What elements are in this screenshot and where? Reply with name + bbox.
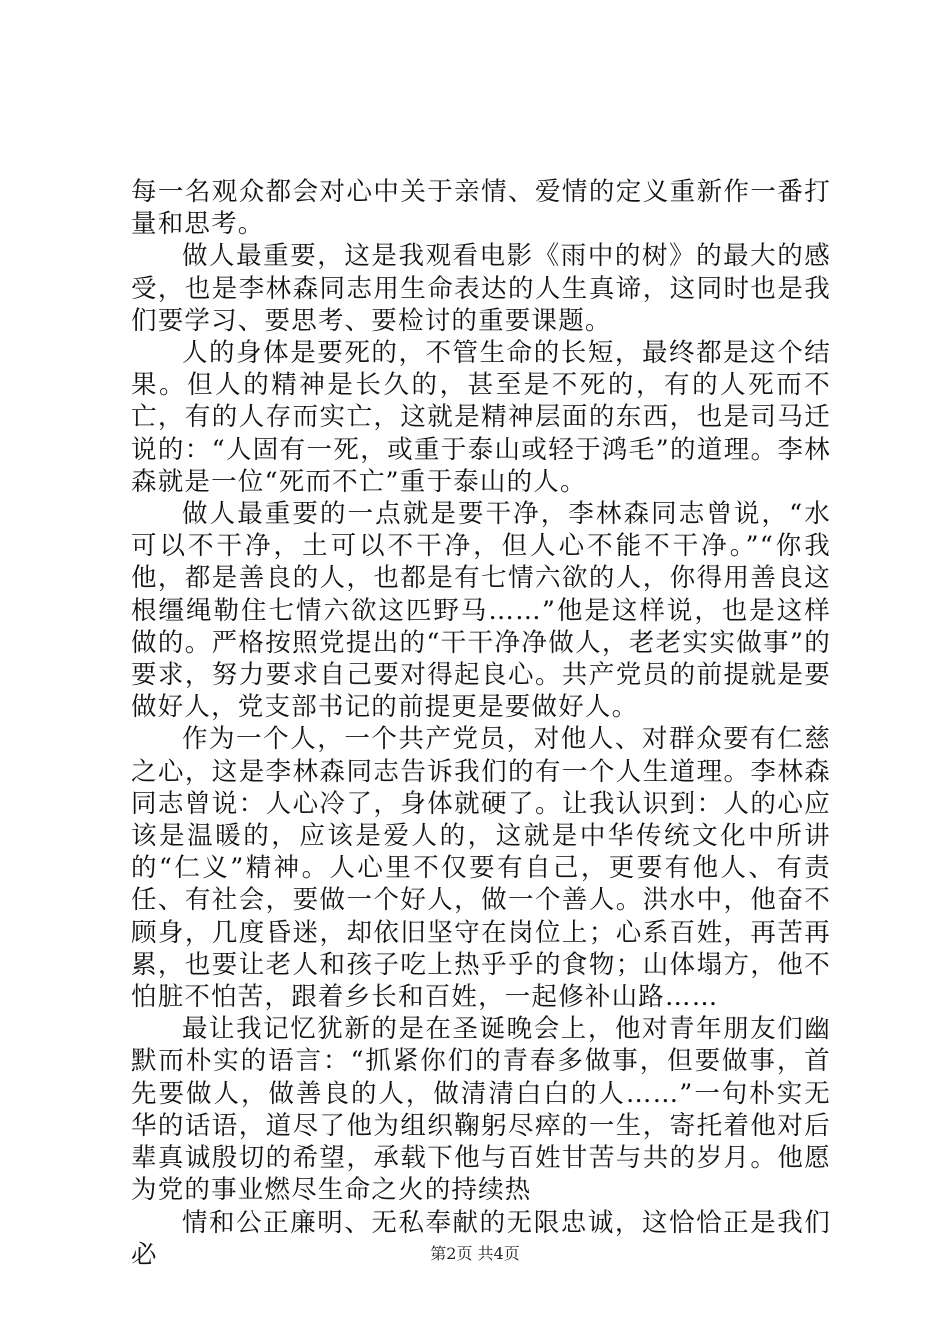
paragraph-2: 做人最重要，这是我观看电影《雨中的树》的最大的感受，也是李林森同志用生命表达的人生真谛，这同时也是我们要学习、要思考、要检讨的重要课题。	[131, 241, 831, 336]
document-body	[131, 176, 831, 1271]
paragraph-5: 作为一个人，一个共产党员，对他人、对群众要有仁慈之心，这是李林森同志告诉我们的有一个人生道理。李林森同志曾说：人心冷了，身体就硬了。让我认识到：人的心应该是温暖的，应该是爱人的，这就是中华传统文化中所讲的“仁义”精神。人心里不仅要有自己，更要有他人、有责任、有社会，要做一个好人，做一个善人。洪水中，他奋不顾身，几度昏迷，却依旧坚守在岗位上；心系百姓，再苦再累，也要让老人和孩子吃上热乎乎的食物；山体塌方，他不怕脏不怕苦，跟着乡长和百姓，一起修补山路……	[131, 724, 831, 1013]
paragraph-6: 最让我记忆犹新的是在圣诞晚会上，他对青年朋友们幽默而朴实的语言：“抓紧你们的青春多做事，但要做事，首先要做人，做善良的人，做清清白白的人……”一句朴实无华的话语，道尽了他为组织鞠躬尽瘁的一生，寄托着他对后辈真诚殷切的希望，承载下他与百姓甘苦与共的岁月。他愿为党的事业燃尽生命之火的持续热	[131, 1014, 831, 1206]
paragraph-1: 每一名观众都会对心中关于亲情、爱情的定义重新作一番打量和思考。	[131, 177, 831, 240]
paragraph-3: 人的身体是要死的，不管生命的长短，最终都是这个结果。但人的精神是长久的，甚至是不死的，有的人死而不亡，有的人存而实亡，这就是精神层面的东西，也是司马迁说的：“人固有一死，或重于泰山或轻于鸿毛”的道理。李林森就是一位“死而不亡”重于泰山的人。	[131, 338, 831, 497]
page-number-footer: 第2页 共4页	[430, 1244, 520, 1263]
paragraph-4: 做人最重要的一点就是要干净，李林森同志曾说，“水可以不干净，土可以不干净，但人心不能不干净。”“你我他，都是善良的人，也都是有七情六欲的人，你得用善良这根缰绳勒住七情六欲这匹野马……”他是这样说，也是这样做的。严格按照党提出的“干干净净做人，老老实实做事”的要求，努力要求自己要对得起良心。共产党员的前提就是要做好人，党支部书记的前提更是要做好人。	[131, 499, 831, 723]
paragraph-7: 情和公正廉明、无私奉献的无限忠诚，这恰恰正是我们必	[131, 1207, 831, 1270]
